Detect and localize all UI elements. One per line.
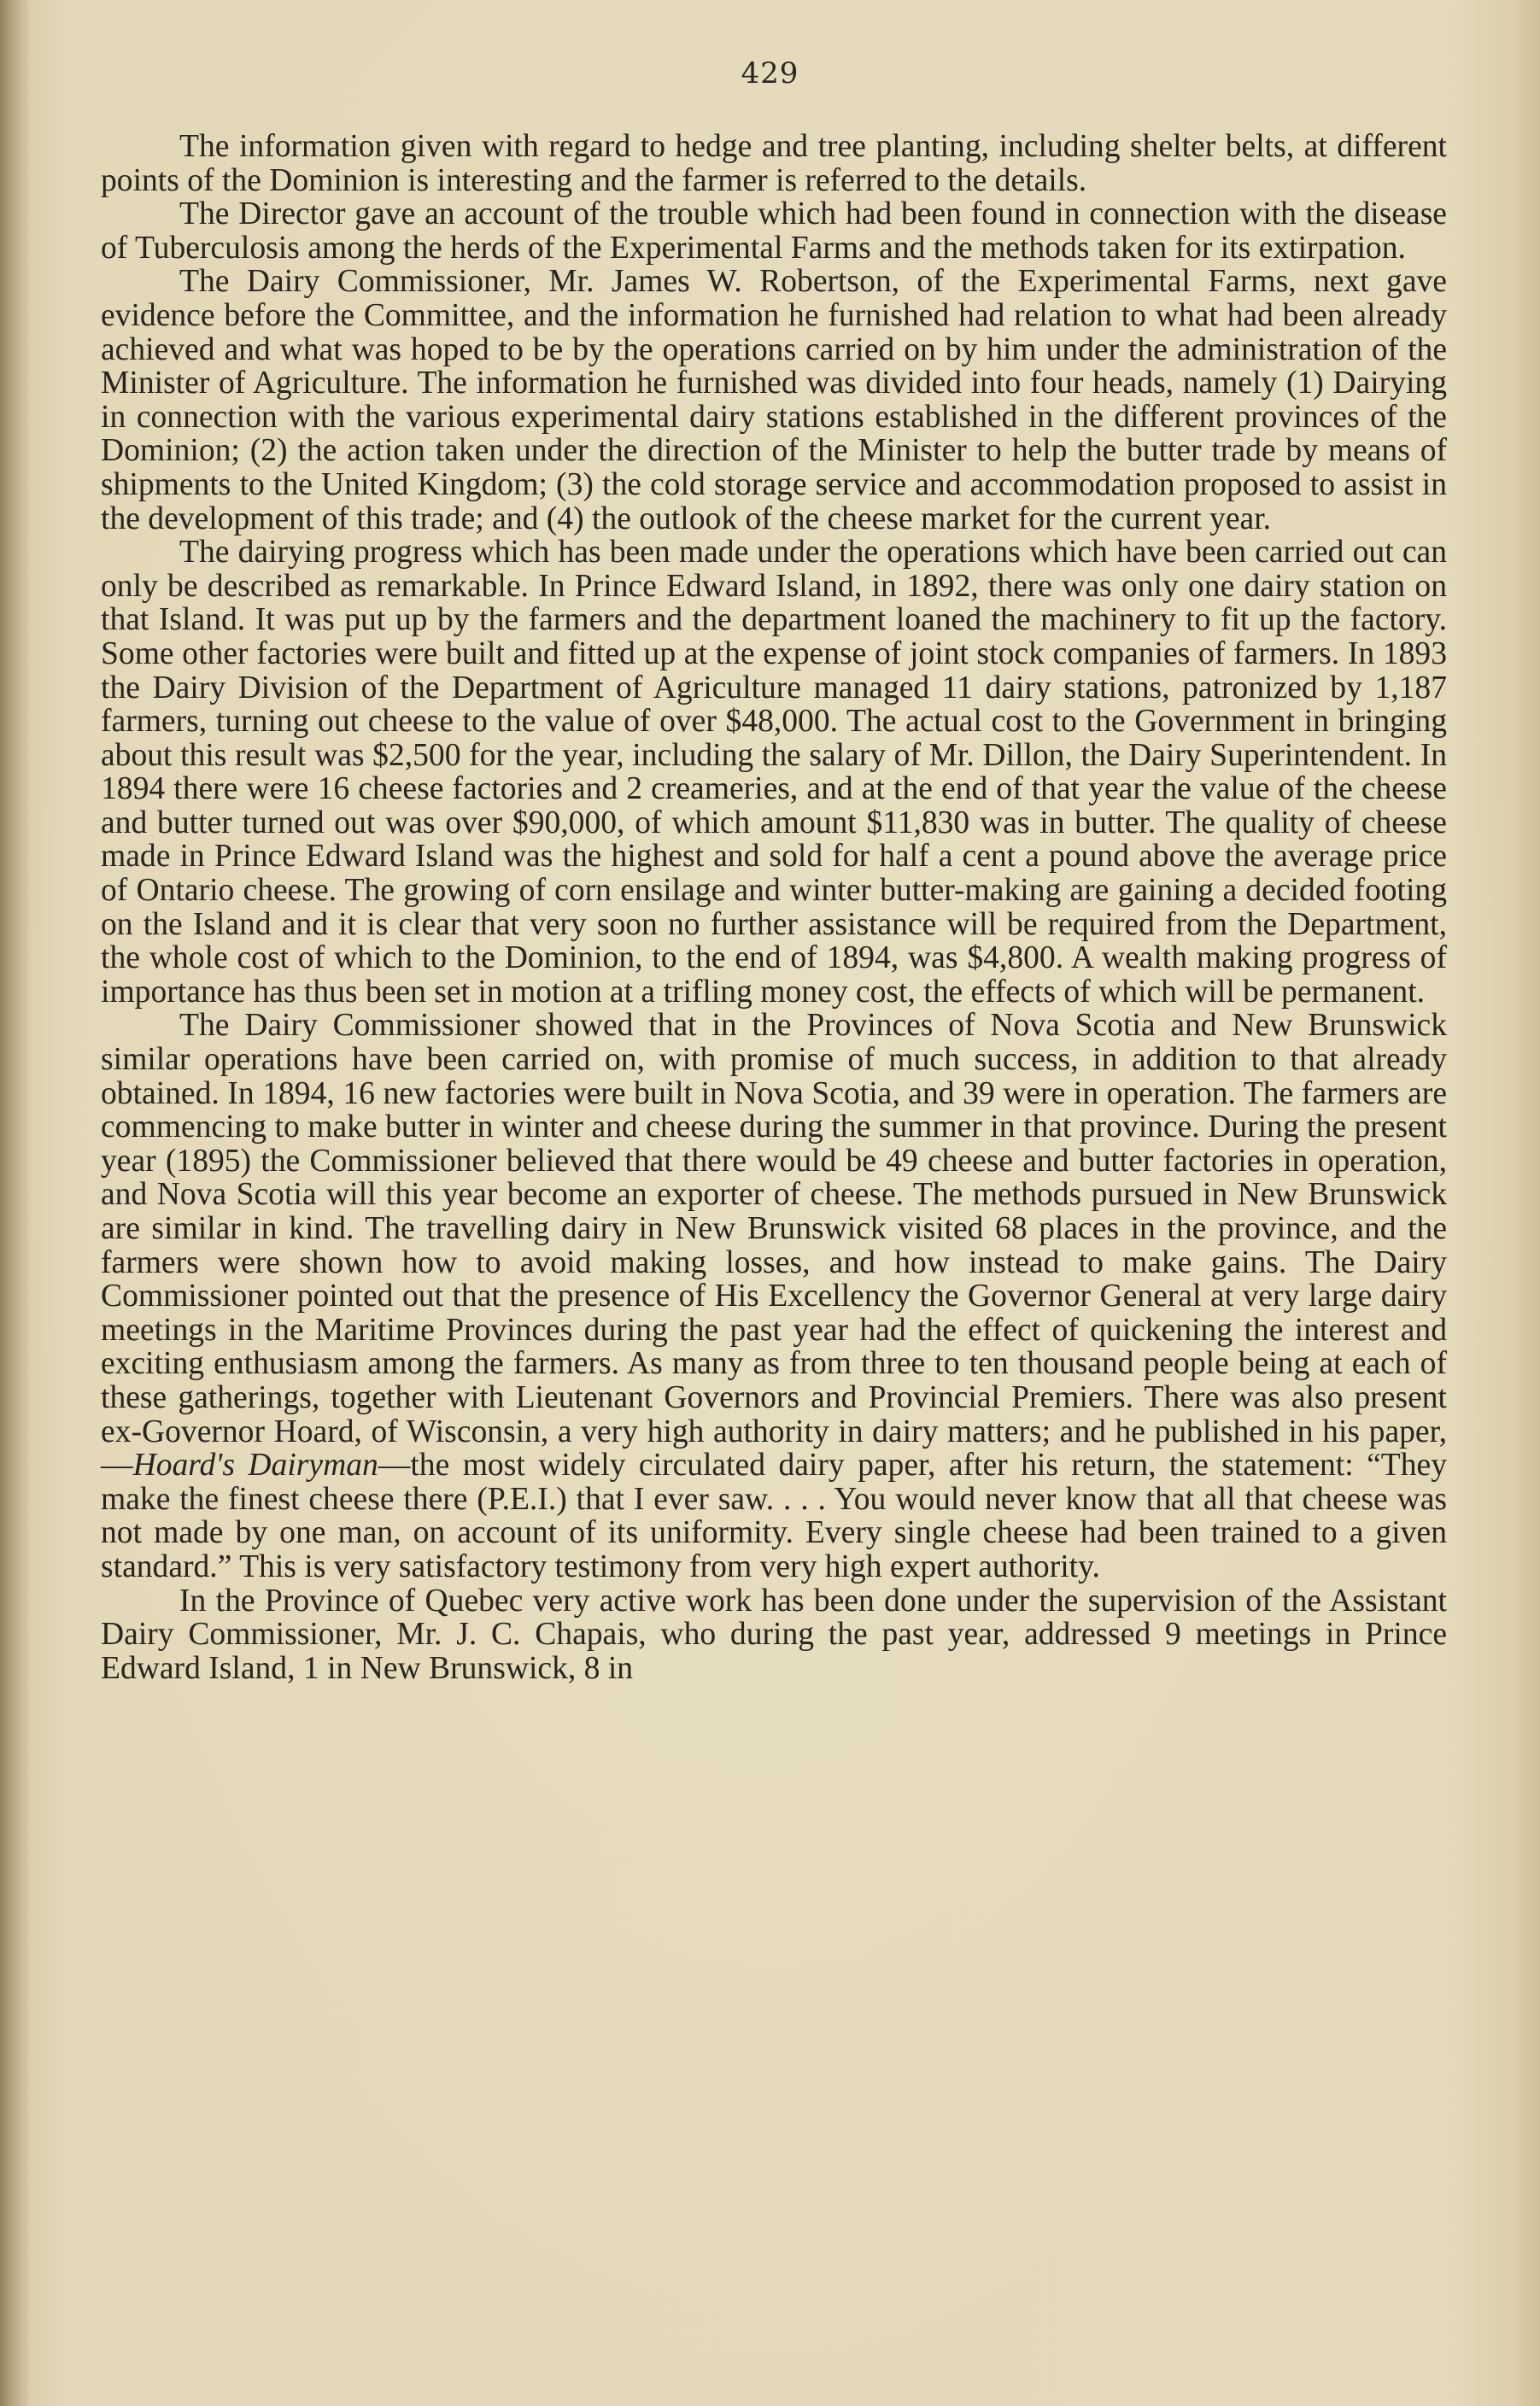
paragraph-quebec: In the Province of Quebec very active work has been done under the supervision of the Assistant Dairy Commissioner, Mr. J. C. Chapais, who during the past year, addressed 9 meetings in Prince Edward Island, 1 in New Brunswick, 8 in [101, 1583, 1447, 1686]
paragraph-dairying-progress: The dairying progress which has been made under the operations which have been carried out can only be described as remarkable. In Prince Edward Island, in 1892, there was only one dairy station on that Island. It was put up by the farmers and the department loaned the machinery to fit up the factory. Some other factories were built and fitted up at the expense of joint stock companies of farmers. In 1893 the Dairy Division of the Department of Agriculture managed 11 dairy stations, patronized by 1,187 farmers, turning out cheese to the value of over $48,000. The actual cost to the Government in bringing about this result was $2,500 for the year, including the salary of Mr. Dillon, the Dairy Superintendent. In 1894 there were 16 cheese factories and 2 creameries, and at the end of that year the value of the cheese and butter turned out was over $90,000, of which amount $11,830 was in butter. The quality of cheese made in Prince Edward Island was the highest and sold for half a cent a pound above the average price of Ontario cheese. The growing of corn ensilage and winter butter-making are gaining a decided footing on the Island and it is clear that very soon no further assistance will be required from the Department, the whole cost of which to the Dominion, to the end of 1894, was $4,800. A wealth making progress of importance has thus been set in motion at a trifling money cost, the effects of which will be permanent. [101, 535, 1447, 1010]
paragraph-tuberculosis: The Director gave an account of the trouble which had been found in connection with the disease of Tuberculosis among the herds of the Experimental Farms and the methods taken for its extirpation. [101, 196, 1447, 266]
paragraph-hedge-planting: The information given with regard to hedge and tree planting, including shelter belts, at different points of the Dominion is interesting and the farmer is referred to the details. [101, 129, 1447, 198]
page-number: 429 [741, 56, 799, 91]
paragraph-maritime-provinces: The Dairy Commissioner showed that in the Provinces of Nova Scotia and New Brunswick similar operations have been carried on, with promise of much success, in addition to that already obtained. In 1894, 16 new factories were built in Nova Scotia, and 39 were in operation. The farmers are commencing to make butter in winter and cheese during the summer in that province. During the present year (1895) the Commissioner believed that there would be 49 cheese and butter factories in operation, and Nova Scotia will this year become an exporter of cheese. The methods pursued in New Brunswick are similar in kind. The travelling dairy in New Brunswick visited 68 places in the province, and the farmers were shown how to avoid making losses, and how instead to make gains. The Dairy Commissioner pointed out that the presence of His Excellency the Governor General at very large dairy meetings in the Maritime Provinces during the past year had the effect of quickening the interest and exciting enthusiasm among the farmers. As many as from three to ten thousand people being at each of these gatherings, together with Lieutenant Governors and Provincial Premiers. There was also present ex-Governor Hoard, of Wisconsin, a very high authority in dairy matters; and he published in his paper,—Hoard's Dairyman—the most widely circulated dairy paper, after his return, the statement: “They make the finest cheese there (P.E.I.) that I ever saw. . . . You would never know that all that cheese was not made by one man, on account of its uniformity. Every single cheese had been trained to a given standard.” This is very satisfactory testimony from very high expert authority. [101, 1008, 1447, 1584]
body-text [101, 130, 1447, 1685]
newspaper-title: Hoard's Dairyman [132, 1448, 378, 1484]
page-binding-shadow [0, 0, 31, 2406]
paragraph-dairy-commissioner: The Dairy Commissioner, Mr. James W. Robertson, of the Experimental Farms, next gave evidence before the Committee, and the information he furnished had relation to what had been already achieved and what was hoped to be by the operations carried on by him under the administration of the Minister of Agriculture. The information he furnished was divided into four heads, namely (1) Dairying in connection with the various experimental dairy stations established in the different provinces of the Dominion; (2) the action taken under the direction of the Minister to help the butter trade by means of shipments to the United Kingdom; (3) the cold storage service and accommodation proposed to assist in the development of this trade; and (4) the outlook of the cheese market for the current year. [101, 264, 1447, 536]
